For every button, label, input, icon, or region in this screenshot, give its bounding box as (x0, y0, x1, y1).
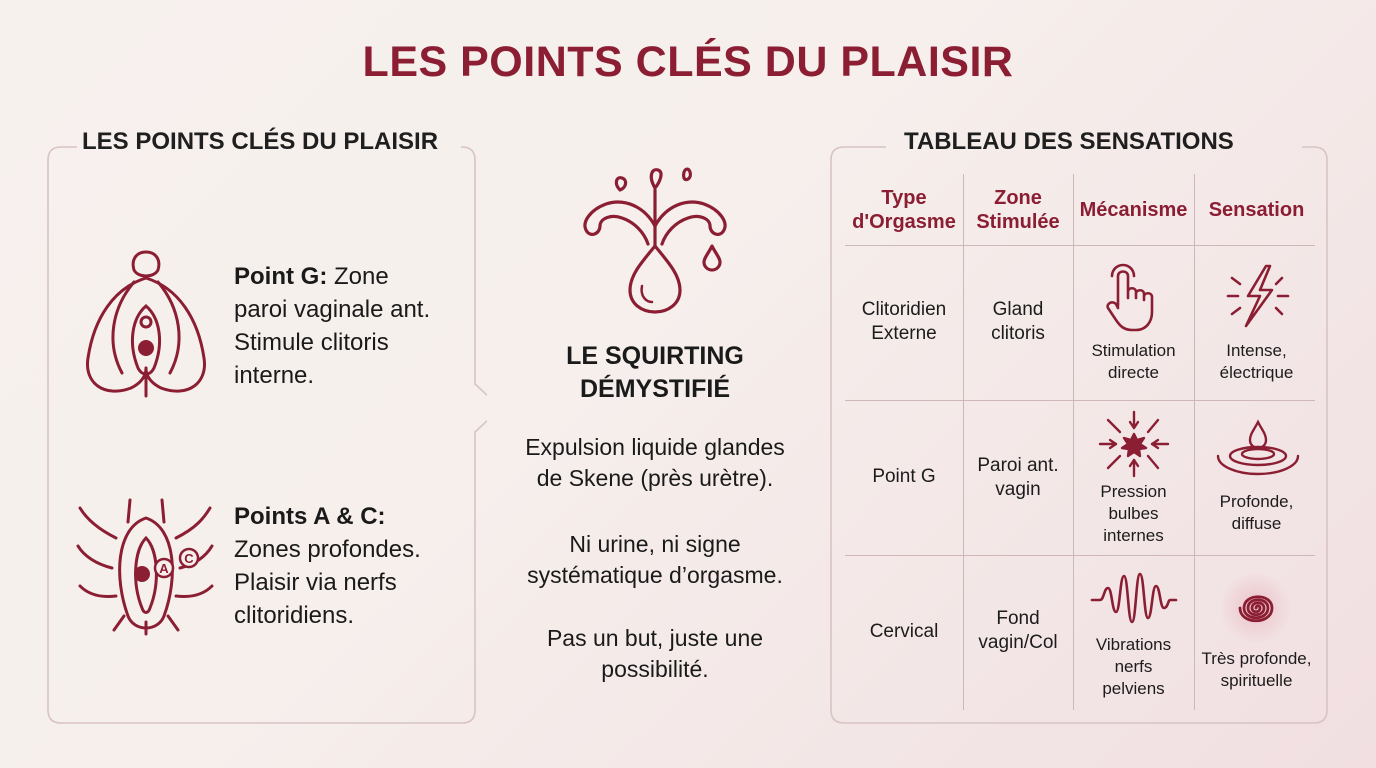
paragraph-line: possibilité. (601, 656, 709, 682)
table-cell-type (845, 465, 963, 489)
drop-ripple-icon (1214, 418, 1302, 476)
main-title: LES POINTS CLÉS DU PLAISIR (362, 38, 1014, 86)
pressure-burst-icon (1098, 410, 1170, 478)
table-header-mechanism (1073, 198, 1194, 222)
points-ac-description (234, 500, 464, 632)
table-cell-type (845, 620, 963, 644)
point-g-line: Zone (334, 263, 389, 290)
cell-line: Point G (872, 466, 936, 487)
cell-line: directe (1107, 363, 1160, 382)
table-header-sensation (1194, 198, 1319, 222)
points-ac-line: clitoridiens. (234, 602, 355, 629)
header-line: Zone (994, 187, 1042, 209)
paragraph-line: Ni urine, ni signe (569, 531, 741, 557)
table-divider (845, 400, 1315, 401)
table-divider (1073, 174, 1074, 710)
header-line: Sensation (1208, 199, 1305, 221)
point-g-description (234, 260, 464, 392)
cell-line: Vibrations (1095, 635, 1172, 654)
cell-line: Très profonde, (1201, 649, 1312, 668)
table-cell-zone (963, 454, 1073, 502)
cell-line: Paroi ant. (977, 455, 1059, 476)
point-g-anatomy-icon (76, 248, 216, 400)
fountain-drop-icon (578, 166, 732, 316)
cell-line: Clitoridien (861, 299, 947, 320)
table-cell-zone (963, 298, 1073, 346)
table-cell-mechanism (1073, 481, 1194, 547)
table-cell-sensation (1194, 491, 1319, 535)
cell-line: vagin/Col (978, 632, 1058, 653)
cell-line: Stimulation (1091, 341, 1176, 360)
squirting-paragraph-3 (505, 623, 805, 685)
cell-line: Cervical (869, 621, 939, 642)
cell-line: Pression (1100, 482, 1167, 501)
finger-tap-icon (1104, 262, 1164, 334)
cell-line: clitoris (991, 323, 1045, 344)
table-cell-type (845, 298, 963, 346)
table-cell-zone (963, 607, 1073, 655)
cell-line: nerfs (1114, 657, 1153, 676)
cell-line: diffuse (1231, 514, 1282, 533)
squirting-title-line: DÉMYSTIFIÉ (579, 375, 730, 403)
points-ac-line: Zones profondes. (234, 536, 421, 563)
squirting-title-line: LE SQUIRTING (566, 342, 744, 370)
paragraph-line: de Skene (près urètre). (536, 465, 774, 491)
table-divider (1194, 174, 1195, 710)
point-g-line: interne. (234, 362, 315, 389)
table-header-type (845, 186, 963, 234)
cell-line: internes (1103, 526, 1164, 545)
squirting-paragraph-1 (505, 432, 805, 494)
cell-line: vagin (995, 479, 1041, 500)
cell-line: spirituelle (1220, 671, 1293, 690)
header-line: d'Orgasme (852, 211, 956, 233)
cell-line: Profonde, (1219, 492, 1294, 511)
points-ac-anatomy-icon (76, 498, 216, 636)
cell-line: Gland (992, 299, 1044, 320)
point-g-line: Stimule clitoris (234, 329, 389, 356)
table-divider (845, 245, 1315, 246)
squirting-title (520, 340, 790, 406)
marker-a-label: A (159, 561, 169, 576)
squirting-paragraph-2 (505, 529, 805, 591)
cell-line: pelviens (1102, 679, 1165, 698)
cell-line: bulbes (1108, 504, 1159, 523)
spiral-icon (1218, 570, 1294, 646)
header-line: Mécanisme (1079, 199, 1188, 221)
cell-line: Externe (871, 323, 937, 344)
points-ac-label: Points A & C: (234, 503, 386, 530)
table-cell-sensation (1194, 340, 1319, 384)
table-cell-sensation (1194, 648, 1319, 692)
marker-c-label: C (184, 551, 194, 566)
header-line: Stimulée (976, 211, 1060, 233)
paragraph-line: systématique d’orgasme. (527, 562, 783, 588)
points-panel (47, 146, 475, 723)
paragraph-line: Expulsion liquide glandes (525, 434, 785, 460)
lightning-icon (1222, 262, 1292, 332)
table-cell-mechanism (1073, 340, 1194, 384)
cell-line: Fond (996, 608, 1040, 629)
points-ac-line: Plaisir via nerfs (234, 569, 397, 596)
cell-line: Intense, (1226, 341, 1287, 360)
sensations-table-heading: TABLEAU DES SENSATIONS (904, 128, 1234, 155)
panel-frame (47, 146, 487, 726)
table-header-zone (963, 186, 1073, 234)
point-g-line: paroi vaginale ant. (234, 296, 431, 323)
paragraph-line: Pas un but, juste une (546, 625, 764, 651)
header-line: Type (881, 187, 927, 209)
points-panel-heading: LES POINTS CLÉS DU PLAISIR (82, 128, 439, 155)
point-g-label: Point G: (234, 263, 328, 290)
cell-line: électrique (1219, 363, 1294, 382)
table-cell-mechanism (1073, 634, 1194, 700)
wave-icon (1090, 570, 1178, 626)
table-divider (845, 555, 1315, 556)
